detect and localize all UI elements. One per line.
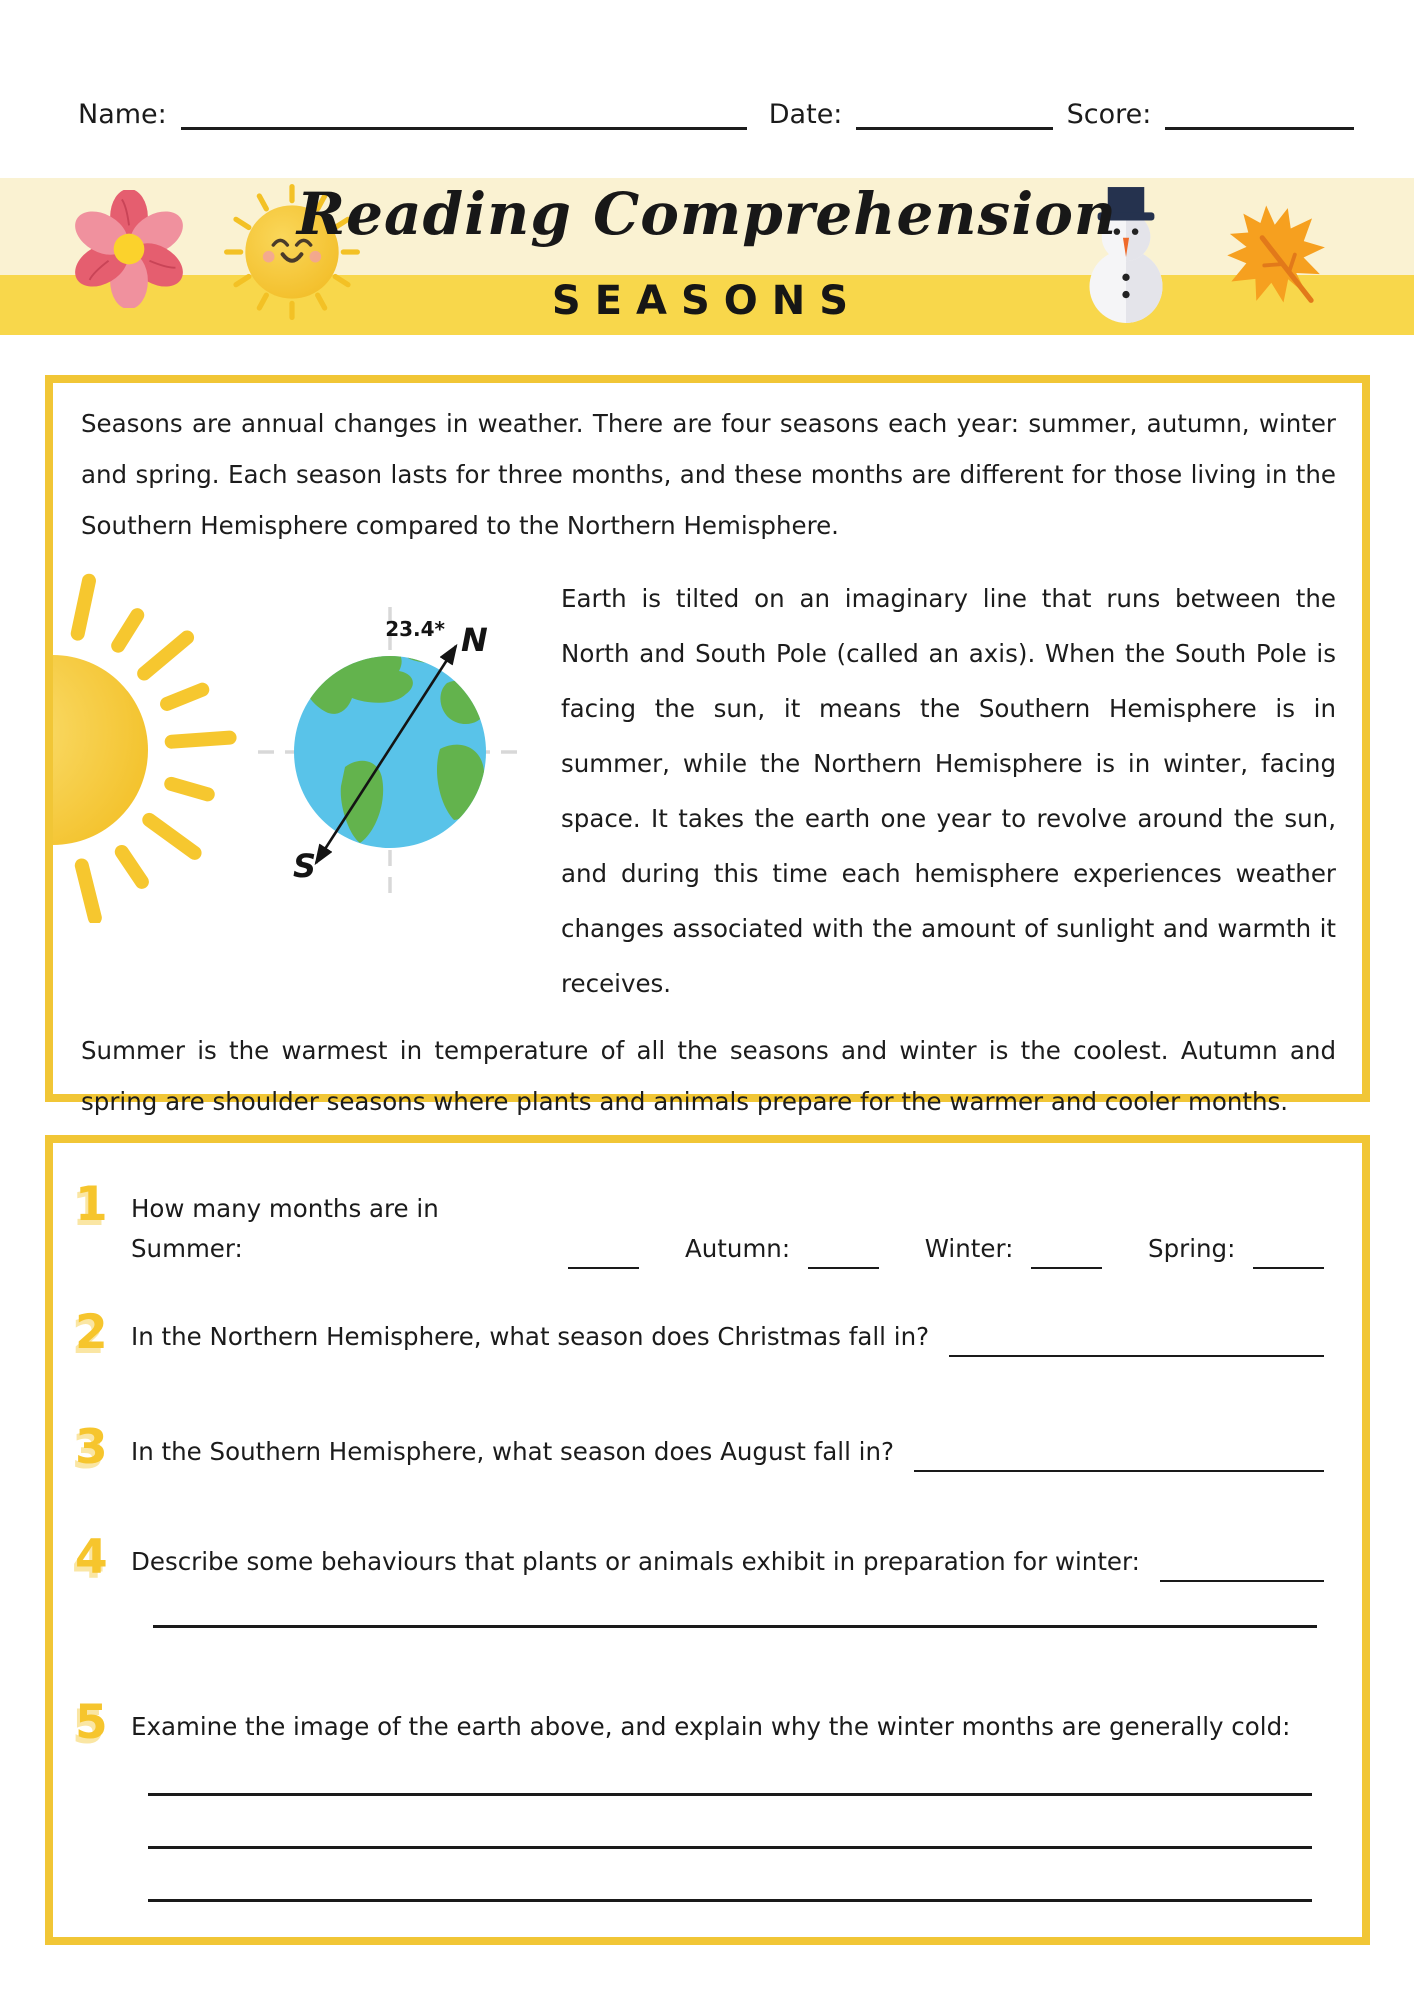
header-fields bbox=[78, 96, 1354, 130]
q1-winter-answer-line[interactable] bbox=[1031, 1241, 1102, 1269]
q5-answer-line-1[interactable] bbox=[148, 1793, 1312, 1796]
question-3-number: 3 bbox=[75, 1420, 108, 1475]
name-label: Name: bbox=[78, 99, 167, 130]
passage-paragraph-1: Seasons are annual changes in weather. There are four seasons each year: summer, autumn, winter and spring. Each season lasts for three months, and these months are different for those living in the Southern Hemisphere compared to the Northern Hemisphere. bbox=[81, 409, 1336, 540]
question-1-prompt: How many months are in Summer: bbox=[131, 1194, 439, 1263]
question-3 bbox=[75, 1420, 1324, 1475]
south-pole-label: S bbox=[293, 847, 317, 885]
passage-paragraph-3: Summer is the warmest in temperature of all the seasons and winter is the coolest. Autumn and spring are shoulder seasons where plants and animals prepare for the warmer and cooler months. bbox=[81, 1036, 1336, 1116]
earth-icon bbox=[293, 617, 488, 885]
question-4-number: 4 bbox=[75, 1530, 108, 1585]
axis-tilt-label: 23.4* bbox=[385, 617, 445, 641]
passage-box bbox=[45, 375, 1370, 1116]
question-1 bbox=[75, 1177, 1324, 1269]
passage-paragraph-2: Earth is tilted on an imaginary line that runs between the North and South Pole (called an axis). When the South Pole is facing the sun, it means the Southern Hemisphere is in summer, while the Northern Hemisphere is in winter, facing space. It takes the earth one year to revolve around the sun, and during this time each hemisphere experiences weather changes associated with the amount of sunlight and warmth it receives. bbox=[561, 584, 1336, 998]
question-1-number: 1 bbox=[75, 1177, 108, 1232]
question-4 bbox=[75, 1530, 1324, 1585]
question-2 bbox=[75, 1305, 1324, 1360]
title-banner bbox=[0, 178, 1414, 335]
sun-earth-diagram bbox=[53, 565, 551, 923]
q1-spring-label: Spring: bbox=[1148, 1234, 1236, 1263]
question-3-prompt: In the Southern Hemisphere, what season does August fall in? bbox=[131, 1437, 895, 1466]
worksheet-title: Reading Comprehension bbox=[296, 180, 1118, 248]
q3-answer-line[interactable] bbox=[914, 1444, 1324, 1472]
question-5 bbox=[75, 1695, 1324, 1750]
question-2-prompt: In the Northern Hemisphere, what season does Christmas fall in? bbox=[131, 1322, 930, 1351]
q5-answer-line-3[interactable] bbox=[148, 1899, 1312, 1902]
score-label: Score: bbox=[1066, 99, 1152, 130]
question-5-number: 5 bbox=[75, 1695, 108, 1750]
q1-summer-answer-line[interactable] bbox=[568, 1241, 639, 1269]
date-answer-line[interactable] bbox=[856, 96, 1052, 130]
question-2-number: 2 bbox=[75, 1305, 108, 1360]
worksheet-subtitle: SEASONS bbox=[551, 278, 863, 324]
date-label: Date: bbox=[768, 99, 843, 130]
q4-answer-line-2[interactable] bbox=[153, 1625, 1317, 1628]
q5-answer-line-2[interactable] bbox=[148, 1846, 1312, 1849]
score-answer-line[interactable] bbox=[1165, 96, 1354, 130]
q4-answer-line-1[interactable] bbox=[1160, 1554, 1324, 1582]
name-answer-line[interactable] bbox=[181, 96, 747, 130]
passage-middle-row bbox=[53, 565, 1362, 1011]
q1-autumn-label: Autumn: bbox=[685, 1234, 791, 1263]
question-5-prompt: Examine the image of the earth above, and explain why the winter months are generally cold: bbox=[131, 1712, 1291, 1741]
q1-spring-answer-line[interactable] bbox=[1253, 1241, 1324, 1269]
q1-winter-label: Winter: bbox=[924, 1234, 1014, 1263]
q2-answer-line[interactable] bbox=[949, 1329, 1324, 1357]
north-pole-label: N bbox=[461, 621, 488, 659]
q1-autumn-answer-line[interactable] bbox=[808, 1241, 879, 1269]
questions-box bbox=[45, 1135, 1370, 1945]
question-4-prompt: Describe some behaviours that plants or animals exhibit in preparation for winter: bbox=[131, 1547, 1140, 1576]
